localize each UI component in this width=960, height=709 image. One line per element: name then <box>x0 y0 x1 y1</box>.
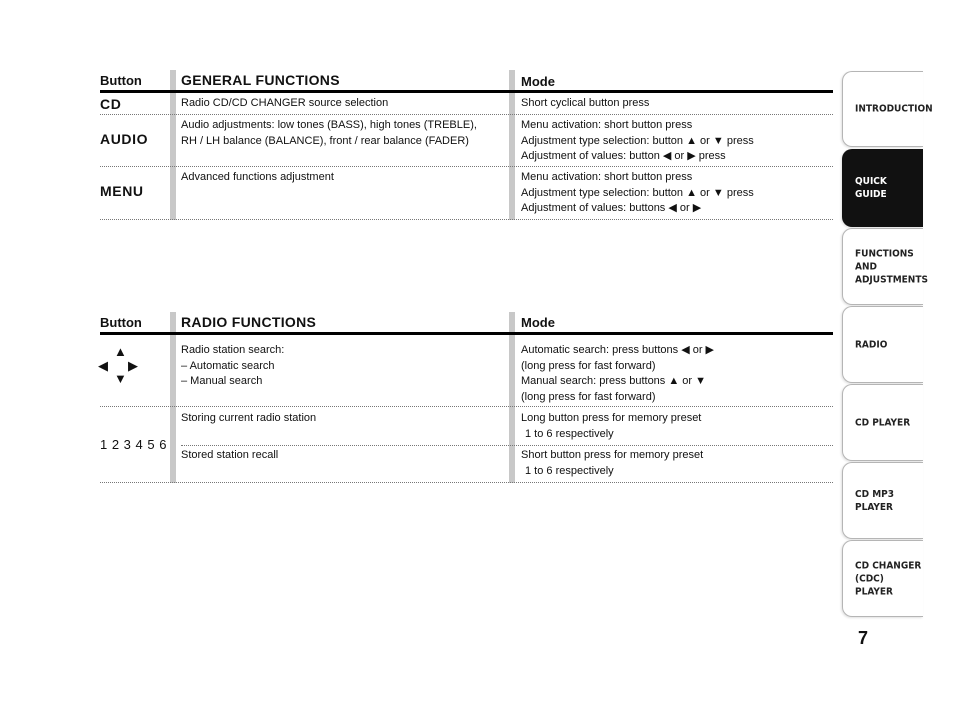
row-divider <box>100 482 833 483</box>
row-divider <box>100 166 833 167</box>
menu-function: Advanced functions adjustment <box>181 171 334 183</box>
tab-radio[interactable] <box>842 306 923 383</box>
radio-header-rule <box>100 332 833 335</box>
station-search-mode: Automatic search: press buttons ◀ or ▶ (long press for fast forward) Manual search: press buttons ▲ or ▼ (long press for fast forward) <box>521 344 714 403</box>
tab-label: CD MP3 PLAYER <box>855 488 895 513</box>
tab-label: QUICK GUIDE <box>855 176 887 200</box>
recall-station-function: Stored station recall <box>181 449 279 461</box>
audio-mode: Menu activation: short button press Adjustment type selection: button ▲ or ▼ press Adjustment of values: button ◀ or ▶ press <box>521 119 754 162</box>
radio-header-title: RADIO FUNCTIONS <box>181 314 317 330</box>
store-station-function: Storing current radio station <box>181 412 317 424</box>
page-number: 7 <box>858 628 869 648</box>
up-arrow-icon: ▲ <box>114 344 127 359</box>
radio-header-button: Button <box>100 315 142 330</box>
tab-label: RADIO <box>855 339 888 350</box>
recall-station-mode: Short button press for memory preset 1 to 6 respectively <box>521 449 704 477</box>
tab-label: CD PLAYER <box>855 417 911 428</box>
menu-mode: Menu activation: short button press Adjustment type selection: button ▲ or ▼ press Adjustment of values: buttons ◀ or ▶ <box>521 171 754 214</box>
tab-cd-mp3-player[interactable] <box>842 462 923 539</box>
audio-function: Audio adjustments: low tones (BASS), high tones (TREBLE), RH / LH balance (BALANCE), front / rear balance (FADER) <box>181 119 477 147</box>
down-arrow-icon: ▼ <box>114 371 127 386</box>
left-arrow-icon: ◀ <box>98 358 108 373</box>
general-header-rule <box>100 90 833 93</box>
tab-cd-player[interactable] <box>842 384 923 461</box>
tab-cd-changer-player[interactable] <box>842 540 923 617</box>
radio-mode-column-bar <box>509 312 515 483</box>
station-search-function: Radio station search: – Automatic search – Manual search <box>181 344 285 387</box>
cd-function: Radio CD/CD CHANGER source selection <box>181 97 389 109</box>
tab-label: FUNCTIONS AND ADJUSTMENTS <box>855 248 928 285</box>
general-header-mode: Mode <box>521 74 555 89</box>
general-header-title: GENERAL FUNCTIONS <box>181 72 340 88</box>
row-divider <box>100 406 833 407</box>
preset-buttons-label: 1 2 3 4 5 6 <box>100 437 167 452</box>
store-station-mode: Long button press for memory preset 1 to 6 respectively <box>521 412 702 440</box>
radio-function-column-bar <box>170 312 176 483</box>
tab-label: CD CHANGER (CDC) PLAYER <box>855 560 922 597</box>
radio-header-mode: Mode <box>521 315 555 330</box>
tab-functions-and-adjustments[interactable] <box>842 228 928 305</box>
audio-button-label: AUDIO <box>100 131 149 147</box>
tab-label: INTRODUCTION <box>855 103 933 115</box>
right-arrow-icon: ▶ <box>128 358 138 373</box>
tab-introduction[interactable] <box>842 71 933 147</box>
cd-mode: Short cyclical button press <box>521 97 650 109</box>
row-divider <box>181 445 833 446</box>
cd-button-label: CD <box>100 96 122 112</box>
menu-button-label: MENU <box>100 183 144 199</box>
row-divider <box>100 219 833 220</box>
general-header-button: Button <box>100 73 142 88</box>
row-divider <box>100 114 833 115</box>
tab-quick-guide[interactable] <box>842 149 923 227</box>
